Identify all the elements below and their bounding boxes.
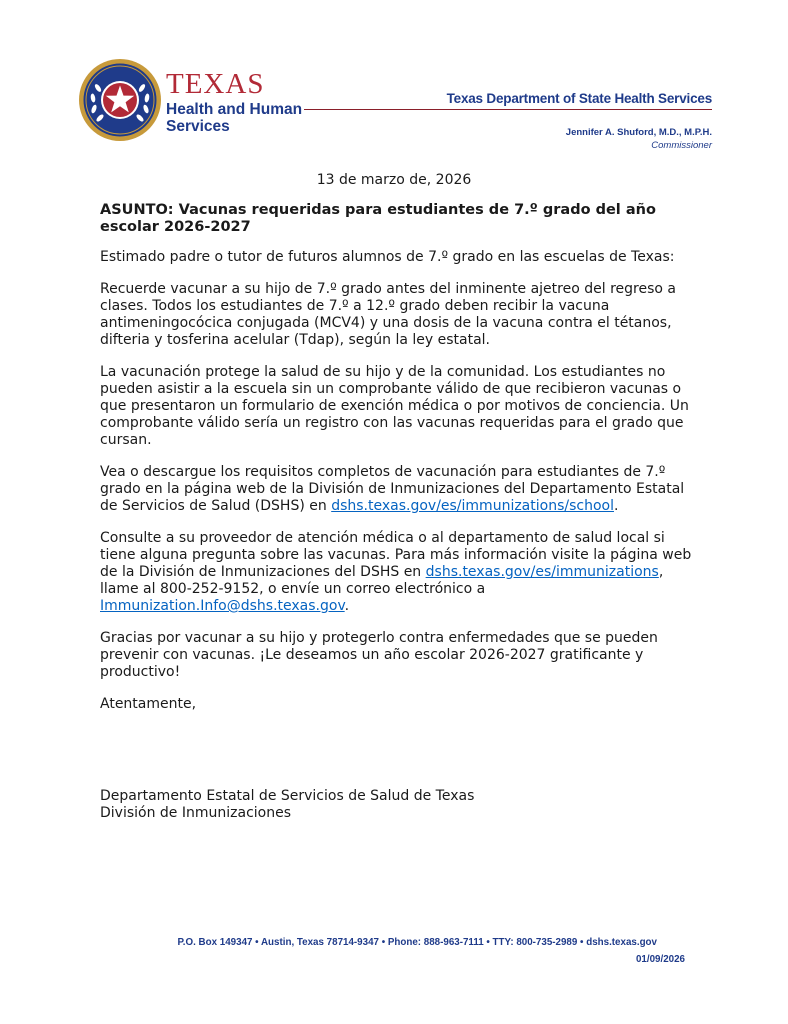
agency-name-line3: Services [166, 118, 230, 135]
department-name: Texas Department of State Health Services [446, 91, 712, 106]
contact-end: . [344, 598, 350, 614]
requirements-text: Vea o descargue los requisitos completos de vacunación para estudiantes de 7.º grado en la página web de la División de Inmunizaciones del Departamento Estatal de Servicios de Salud (DSHS) en [100, 464, 685, 514]
footer-address: P.O. Box 149347 • Austin, Texas 78714-9347 • Phone: 888-963-7111 • TTY: 800-735-2989 • dshs.texas.gov [177, 937, 657, 948]
paragraph-reminder: Recuerde vacunar a su hijo de 7.º grado antes del inminente ajetreo del regreso a clases. Todos los estudiantes de 7.º a 12.º grado deben recibir la vacuna antimeningocócica conjugada (MCV4) y una dosis de la vacuna contra el tétanos, difteria y tosferina acelular (Tdap), según la ley estatal. [100, 281, 676, 348]
paragraph-protection: La vacunación protege la salud de su hijo y de la comunidad. Los estudiantes no pueden asistir a la escuela sin un comprobante válido de que recibieron vacunas o que presentaron un formulario de exención médica o por motivos de conciencia. Un comprobante válido sería un registro con las vacunas requeridas para el grado que cursan. [100, 364, 689, 448]
footer-revision-date: 01/09/2026 [635, 954, 685, 965]
letter-body [100, 202, 695, 822]
email-link[interactable]: Immunization.Info@dshs.texas.gov [100, 598, 345, 614]
paragraph-contact [100, 530, 695, 615]
salutation: Estimado padre o tutor de futuros alumnos de 7.º grado en las escuelas de Texas: [100, 249, 675, 265]
commissioner-name: Jennifer A. Shuford, M.D., M.P.H. [565, 127, 712, 138]
paragraph-thanks: Gracias por vacunar a su hijo y protegerlo contra enfermedades que se pueden prevenir con vacunas. ¡Le deseamos un año escolar 2026-2027 gratificante y productivo! [100, 630, 658, 680]
letter-subject: ASUNTO: Vacunas requeridas para estudiantes de 7.º grado del año escolar 2026-2027 [100, 202, 656, 235]
signature-line-1: Departamento Estatal de Servicios de Salud de Texas [100, 788, 475, 804]
agency-name [166, 70, 302, 135]
commissioner-title: Commissioner [651, 140, 712, 151]
header-divider [304, 109, 712, 110]
immunizations-link[interactable]: dshs.texas.gov/es/immunizations [425, 564, 659, 580]
requirements-end: . [613, 498, 619, 514]
agency-name-line1: TEXAS [166, 68, 265, 100]
agency-name-line2: Health and Human [166, 101, 303, 118]
signature-line-2: División de Inmunizaciones [100, 805, 292, 821]
paragraph-requirements [100, 464, 695, 515]
closing: Atentamente, [100, 696, 197, 712]
texas-star-seal-icon [78, 58, 162, 142]
contact-text: Consulte a su proveedor de atención médica o al departamento de salud local si tiene alguna pregunta sobre las vacunas. Para más información visite la página web de la División de Inmunizaciones del DSHS en [100, 530, 692, 580]
contact-mid: , llame al 800-252-9152, o envíe un correo electrónico a [100, 564, 664, 597]
letter-date: 13 de marzo de, 2026 [316, 172, 472, 188]
school-requirements-link[interactable]: dshs.texas.gov/es/immunizations/school [331, 498, 614, 514]
